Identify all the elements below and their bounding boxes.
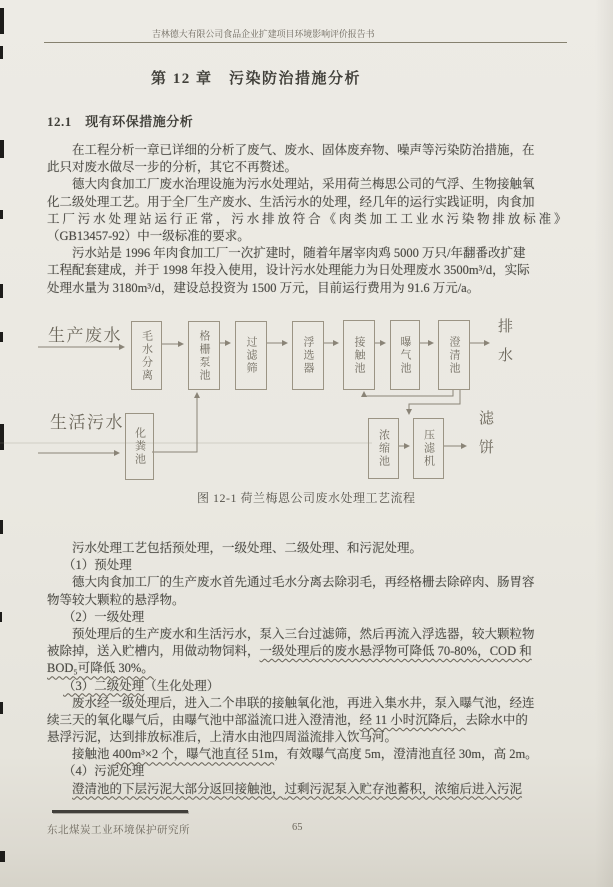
footer-rule (52, 810, 188, 813)
edge-mark (0, 612, 2, 622)
text-segment: ，有效曝气高度 5m，澄清池直径 30m，高 2m。 (274, 747, 538, 762)
edge-mark (0, 140, 4, 158)
underlined-text-segment: 澄清池的下层污泥大部分返回接触池， (72, 781, 285, 796)
text-segment: 化二级处理工艺。用于全厂生产废水、生活污水的处理，经几年的运行实践证明，肉食加 (47, 194, 535, 209)
label-production-wastewater: 生产废水 (48, 326, 122, 345)
header-rule (44, 42, 567, 43)
flow-box-flotation-unit (292, 321, 324, 390)
text-line (47, 763, 567, 780)
text-segment: （1）预处理 (63, 558, 132, 573)
flow-box-clarifier-tank (438, 320, 470, 390)
text-segment: 污水站是 1996 年肉食加工厂一次扩建时，随着年屠宰肉鸡 5000 万只/年翻番改扩建 (72, 246, 526, 261)
text-line (47, 695, 567, 712)
figure-caption: 图 12-1 荷兰梅恩公司废水处理工艺流程 (197, 491, 416, 505)
text-line (47, 746, 567, 763)
text-segment: 物等较大颗粒的悬浮物。 (47, 592, 185, 607)
text-segment: 续三天的氧化曝气后，由曝气池中部溢流口进入澄清池， (47, 712, 360, 727)
edge-mark (0, 520, 3, 534)
chapter-title: 第 12 章 污染防治措施分析 (150, 71, 361, 87)
text-line (47, 643, 567, 660)
flow-box-aeration-tank (390, 320, 420, 390)
edge-mark (0, 210, 3, 219)
text-line (47, 228, 567, 245)
text-segment: 工程配套建成，并于 1998 年投入使用，设计污水处理能力为日处理废水 3500m³/d，实际 (47, 263, 530, 278)
text-line (47, 176, 567, 193)
edge-mark (0, 8, 4, 34)
text-segment: （GB13457-92）中一级标准的要求。 (47, 228, 250, 243)
flow-box-filter-screen (235, 321, 267, 390)
text-line (47, 626, 567, 643)
text-segment: 污水处理工艺包括预处理，一级处理、二级处理、和污泥处理。 (72, 541, 423, 555)
label-domestic-sewage: 生活污水 (50, 413, 124, 432)
text-segment: 德大肉食加工厂废水治理设施为污水处理站，采用荷兰梅思公司的气浮、生物接触氧 (72, 177, 535, 192)
footer-page-number: 65 (292, 822, 303, 833)
underlined-text-segment: 一级处理后的废水悬浮物可降低 70-80%，COD 和 (259, 644, 532, 659)
text-line (47, 574, 567, 591)
section-heading: 12.1 现有环保措施分析 (47, 114, 194, 129)
text-line (47, 609, 567, 626)
text-line (47, 592, 567, 609)
flow-box-label: 毛水分离 (140, 329, 153, 382)
text-segment: 悬浮污泥，达到排放标准后，上清水由池四周溢流排入饮马河。 (47, 730, 398, 745)
underlined-text-segment: （3）二级处理 (63, 678, 145, 693)
text-line (47, 194, 567, 211)
text-segment: 在工程分析一章已详细的分析了废气、废水、固体废弃物、噪声等污染防治措施，在 (72, 143, 535, 157)
text-segment: 去除水中的 (465, 712, 528, 727)
text-line (47, 660, 567, 677)
edge-mark (0, 702, 3, 714)
text-segment: 被除掉，送入贮槽内，用做动物饲料， (47, 644, 260, 659)
text-segment: （4）污泥处理 (63, 764, 145, 779)
flow-box-label: 过滤筛 (245, 336, 257, 375)
text-line (47, 142, 567, 159)
underlined-text-segment: BOD₅可降低 30%。 (47, 661, 154, 676)
text-line (47, 729, 567, 746)
label-discharge: 排水 (496, 318, 512, 376)
text-segment: 预处理后的生产废水和生活污水，泵入三台过滤筛，然后再流入浮选器，较大颗粒物 (72, 626, 535, 641)
flow-box-contact-tank (343, 320, 375, 390)
flow-box-thickener-tank (368, 418, 399, 479)
text-segment: 废水经一级处理后，进入二个串联的接触氧化池，再进入集水井，泵入曝气池，经连 (72, 695, 535, 710)
text-line (47, 781, 567, 798)
underlined-text-segment: 400m³×2 个，曝气池直径 51m (112, 747, 275, 762)
edge-mark (0, 284, 3, 298)
flow-box-label: 接触池 (353, 335, 365, 375)
text-segment: 处理水量为 3180m³/d，建设总投资为 1500 万元，目前运行费用为 91.6 万元/a。 (47, 280, 480, 295)
text-line (47, 245, 567, 262)
footer-organization: 东北煤炭工业环境保护研究所 (47, 825, 190, 836)
text-line (47, 211, 567, 228)
page-header-title: 吉林德大有限公司食品企业扩建项目环境影响评价报告书 (152, 29, 375, 39)
flow-box-label: 化粪池 (133, 427, 146, 466)
flow-box-label: 浮选器 (302, 336, 314, 375)
text-line (47, 540, 567, 557)
edge-mark (0, 46, 3, 59)
flow-box-septic-tank (125, 413, 154, 480)
text-segment: 德大肉食加工厂的生产废水首先通过毛水分离去除羽毛，再经格栅去除碎肉、肠胃容 (72, 575, 535, 590)
text-segment: （生化处理） (144, 678, 220, 693)
flow-box-label: 格栅泵池 (198, 329, 210, 382)
underlined-text-segment: 经 11 小时沉降后， (359, 712, 466, 727)
body-text-block-top (47, 142, 567, 297)
text-line (47, 678, 567, 695)
text-line (47, 159, 567, 176)
flow-box-hair-water-separation (131, 321, 162, 390)
text-line (47, 262, 567, 279)
text-line (47, 280, 567, 297)
flow-box-label: 浓缩池 (377, 429, 390, 468)
label-filter-cake: 滤饼 (477, 410, 493, 468)
flow-box-grid-pump-tank (188, 321, 220, 390)
text-segment: （2）一级处理 (63, 609, 145, 624)
flow-box-label: 澄清池 (448, 335, 460, 375)
text-segment: 此只对废水做尽一步的分析，其它不再赘述。 (47, 160, 298, 175)
text-segment: 工厂污水处理站运行正常，污水排放符合《肉类加工工业水污染物排放标准》 (47, 211, 567, 226)
edge-mark (0, 851, 5, 862)
body-text-block-bottom (47, 540, 567, 798)
process-flow-diagram (0, 300, 613, 518)
flow-box-label: 压滤机 (422, 429, 435, 468)
flow-box-filter-press (413, 418, 444, 479)
text-segment: 接触池 (72, 747, 113, 762)
flow-box-label: 曝气池 (399, 335, 411, 375)
text-line (47, 557, 567, 574)
text-line (47, 712, 567, 729)
underlined-text-segment: 过剩污泥泵入贮存池蓄积，浓缩后进入污泥 (284, 781, 523, 796)
